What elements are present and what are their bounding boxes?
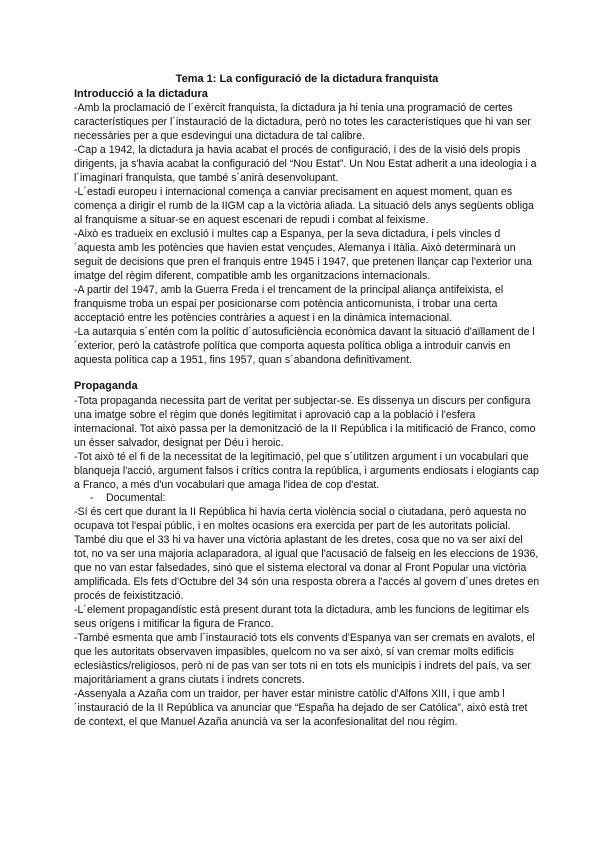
paragraph: -Amb la proclamació de l´exèrcit franquista, la dictadura ja hi tenia una programació de certes característiques per l´instauració de la dictadura, però no totes les característiques que hi van ser necessàries per a que esdevingui una dictadura de tal calibre. <box>74 102 531 142</box>
paragraph: -Tota propaganda necessita part de veritat per subjectar-se. Es dissenya un discurs per configura una imatge sobre el règim que donés legitimitat i aprovació cap a la població i l'esfera internacional. Tot això passa per la demonització de la II República i la mitificació de Franco, como un ésser salvador, designat per Déu i heroic. <box>74 394 536 449</box>
paragraph: -Assenyala a Azaña com un traidor, per haver estar ministre catòlic d'Alfons XIII, i que amb l´instauració de la II República va anunciar que “España ha dejado de ser Católica”, això està tret de context, el que Manuel Azaña anuncià va ser la aconfesionalitat del nou règim. <box>74 687 528 728</box>
document-title: Tema 1: La configuració de la dictadura franquista <box>175 73 439 85</box>
paragraph: -Cap a 1942, la dictadura ja havia acabat el procés de configuració, i des de la visió dels propis dirigents, ja s'havia acabat la configuració del “Nou Estat”. Un Nou Estat adherit a una ideologia i a l´imaginari franquista, que també s´anirà desenvolupant. <box>74 144 537 184</box>
paragraph: -Sí és cert que durant la II República hi havia certa violència social o ciutadana, però aquesta no ocupava tot l'espai públic, i en moltes ocasions era exercida per part de les autoritats policial. També diu que el 33 hi va haver una victòria aplastant de les dretes, cosa que no va ser així del tot, no va ser una majoria aclaparadora, al igual que l'acusació de falseig en les eleccions de 1936, que no van estar falsedades, sinó que el sistema electoral va donar al Front Popular una victòria amplificada. Els fets d'Octubre del 34 són una resposta obrera a l'accés al govern d´unes dretes en procés de feixistització. <box>74 505 540 602</box>
section-propaganda <box>74 380 540 729</box>
paragraph: -L´estadi europeu i internacional comença a canviar precisament en aquest moment, quan es comença a dirigir el rumb de la IIGM cap a la victòria aliada. La situació dels anys següents obliga al franquisme a situar-se en aquest escenari de repudi i combat al feixisme. <box>74 186 534 226</box>
list-bullet: - <box>90 491 94 504</box>
section-heading: Propaganda <box>74 380 138 392</box>
paragraph: -Tot això té el fi de la necessitat de la legitimació, pel que s´utilitzen argument i un vocabulari que blanqueja l'acció, argument falsos i crítics contra la república, i arguments endiosats i elogiants cap a Franco, a més d'un vocabulari que amaga l'idea de cop d'estat. <box>74 450 539 491</box>
paragraph: -A partir del 1947, amb la Guerra Freda i el trencament de la principal aliança antifeixista, el franquisme troba un espai per posicionarse com potència anticomunista, i trobar una certa acceptació entre les potències contràries a aquest i en la dinàmica internacional. <box>74 284 504 324</box>
list-item-label: Documental: <box>106 491 166 504</box>
list-item <box>90 492 540 505</box>
section-introduccio <box>74 88 540 368</box>
section-heading: Introducció a la dictadura <box>74 87 208 100</box>
paragraph: -Això es tradueix en exclusió i multes cap a Espanya, per la seva dictadura, i pels vincles d´aquesta amb les potències que havien estat vençudes, Alemanya i Itàlia. Això determinarà un seguit de decisions que pren el franquis entre 1945 i 1947, que pretenen llançar cap l'exterior una imatge del règim diferent, compatible amb les organitzacions internacionals. <box>74 228 532 282</box>
paragraph: -La autarquia s´entén com la polític d´autosuficiència econòmica davant la situació d'aïllament de l´exterior, però la catàstrofe política que comporta aquesta política obliga a introduir canvis en aquesta política cap a 1951, fins 1957, quan s´abandona definitivament. <box>74 326 535 366</box>
paragraph: -També esmenta que amb l´instauració tots els convents d'Espanya van ser cremats en avalots, el que les autoritats observaven impasibles, quelcom no va ser això, sí van cremar molts edificis eclesiàstics/religiosos, però ni de pas van ser tots ni en tots els municipis i indrets del país, va ser majoritàriament a grans ciutats i indrets concrets. <box>74 631 535 686</box>
paragraph: -L´element propagandístic està present durant tota la dictadura, amb les funcions de legitimar els seus orígens i mitificar la figura de Franco. <box>74 603 530 630</box>
